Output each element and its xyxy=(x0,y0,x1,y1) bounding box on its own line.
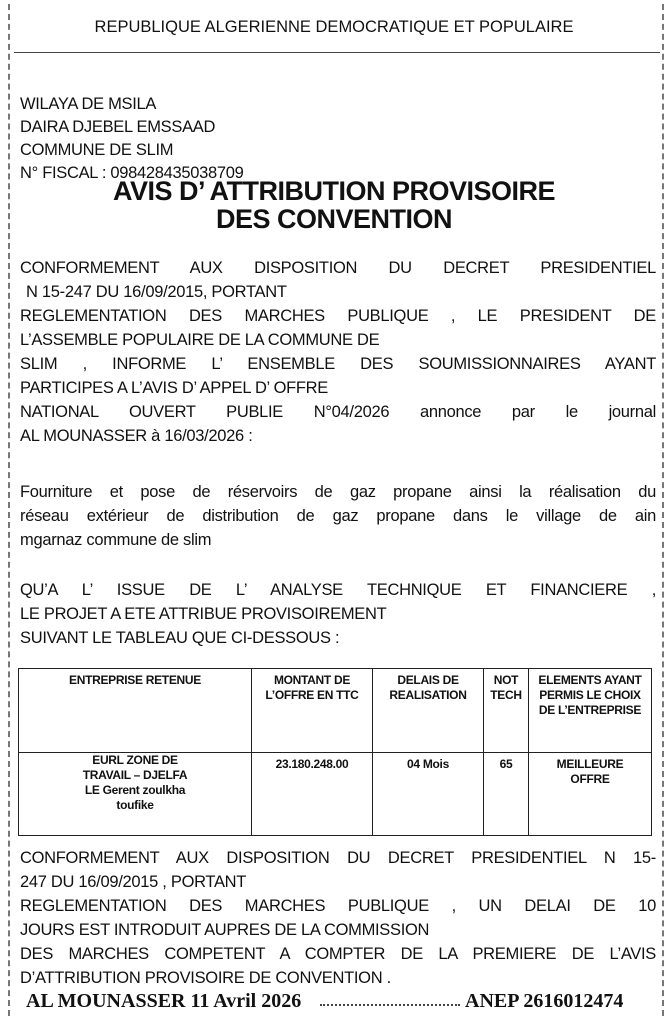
intro-line: NATIONAL OUVERT PUBLIE N°04/2026 annonce par le journal xyxy=(20,403,656,421)
table-header-row xyxy=(19,669,652,753)
footer-publication: AL MOUNASSER 11 Avril 2026 xyxy=(26,990,302,1012)
header-cell: NOT TECH xyxy=(484,669,529,753)
issuer-line: WILAYA DE MSILA xyxy=(20,95,157,113)
closing-line: REGLEMENTATION DES MARCHES PUBLIQUE , UN DELAI DE 10 xyxy=(20,897,656,915)
header-cell: MONTANT DE L’OFFRE EN TTC xyxy=(252,669,373,753)
attribution-table xyxy=(18,668,652,836)
header-cell: ELEMENTS AYANT PERMIS LE CHOIX DE L’ENTREPRISE xyxy=(529,669,652,753)
divider xyxy=(14,52,660,53)
result-line: LE PROJET A ETE ATTRIBUE PROVISOIREMENT xyxy=(20,605,387,623)
cell-tech-score: 65 xyxy=(484,753,529,836)
intro-line: PARTICIPES A L’AVIS D’ APPEL D’ OFFRE xyxy=(20,379,329,397)
title-line: AVIS D’ ATTRIBUTION PROVISOIRE xyxy=(112,176,556,206)
result-line: SUIVANT LE TABLEAU QUE CI-DESSOUS : xyxy=(20,629,340,647)
result-line: QU’A L’ ISSUE DE L’ ANALYSE TECHNIQUE ET FINANCIERE , xyxy=(20,581,656,599)
cell-reason: MEILLEURE OFFRE xyxy=(529,753,652,836)
issuer-line: COMMUNE DE SLIM xyxy=(20,141,174,159)
closing-line: 247 DU 16/09/2015 , PORTANT xyxy=(20,873,247,891)
cell-company: EURL ZONE DE TRAVAIL – DJELFA LE Gerent zoulkha toufike xyxy=(19,753,252,836)
intro-line: N 15-247 DU 16/09/2015, PORTANT xyxy=(26,283,287,301)
intro-line: L’ASSEMBLE POPULAIRE DE LA COMMUNE DE xyxy=(20,331,380,349)
object-line: réseau extérieur de distribution de gaz propane dans le village de ain xyxy=(20,507,656,525)
intro-line: REGLEMENTATION DES MARCHES PUBLIQUE , LE PRESIDENT DE xyxy=(20,307,656,325)
header: REPUBLIQUE ALGERIENNE DEMOCRATIQUE ET POPULAIRE xyxy=(94,18,574,36)
object-line: mgarnaz commune de slim xyxy=(20,531,212,549)
closing-line: CONFORMEMENT AUX DISPOSITION DU DECRET PRESIDENTIEL N 15- xyxy=(20,849,656,867)
issuer-line: DAIRA DJEBEL EMSSAAD xyxy=(20,118,216,136)
intro-line: CONFORMEMENT AUX DISPOSITION DU DECRET PRESIDENTIEL xyxy=(20,259,656,277)
footer-dotted-rule xyxy=(320,1004,460,1006)
header-cell: ENTREPRISE RETENUE xyxy=(19,669,252,753)
title-line: DES CONVENTION xyxy=(215,204,453,234)
cell-delay: 04 Mois xyxy=(373,753,484,836)
closing-line: JOURS EST INTRODUIT AUPRES DE LA COMMISSION xyxy=(20,921,430,939)
intro-line: SLIM , INFORME L’ ENSEMBLE DES SOUMISSIONNAIRES AYANT xyxy=(20,355,656,373)
closing-line: DES MARCHES COMPETENT A COMPTER DE LA PREMIERE DE L’AVIS xyxy=(20,945,656,963)
closing-line: D’ATTRIBUTION PROVISOIRE DE CONVENTION . xyxy=(20,969,391,987)
issuer-line: N° FISCAL : 098428435038709 xyxy=(20,164,244,182)
cell-amount: 23.180.248.00 xyxy=(252,753,373,836)
header-cell: DELAIS DE REALISATION xyxy=(373,669,484,753)
footer-anep-ref: ANEP 2616012474 xyxy=(465,990,624,1012)
intro-line: AL MOUNASSER à 16/03/2026 : xyxy=(20,427,253,445)
table-row xyxy=(19,753,652,836)
object-line: Fourniture et pose de réservoirs de gaz propane ainsi la réalisation du xyxy=(20,483,656,501)
